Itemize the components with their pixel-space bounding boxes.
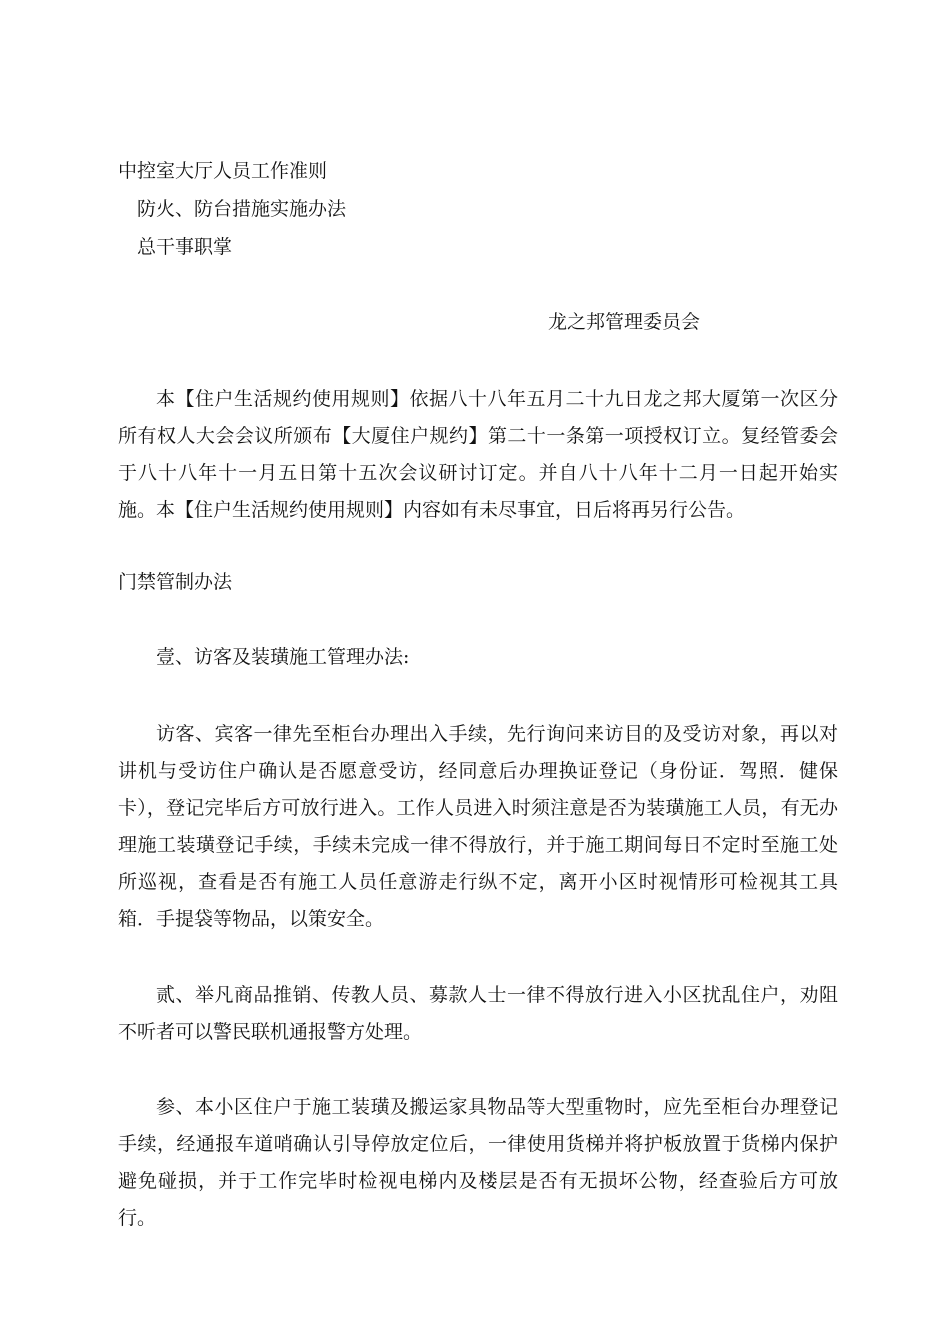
item-1-title: 壹、访客及装璜施工管理办法: <box>156 646 410 668</box>
toc-item-work-rules: 中控室大厅人员工作准则 <box>118 160 328 182</box>
item-3-body: 参、本小区住户于施工装璜及搬运家具物品等大型重物时，应先至柜台办理登记手续，经通报车道哨确认引导停放定位后，一律使用货梯并将护板放置于货梯内保护避免碰损，并于工作完毕时检视电梯内及楼层是否有无损坏公物，经查验后方可放行。 <box>118 1096 838 1229</box>
item-2-body: 贰、举凡商品推销、传教人员、募款人士一律不得放行进入小区扰乱住户，劝阻不听者可以警民联机通报警方处理。 <box>118 984 838 1043</box>
signature-committee: 龙之邦管理委员会 <box>548 311 701 333</box>
item-1-body: 访客、宾客一律先至柜台办理出入手续，先行询问来访目的及受访对象，再以对讲机与受访住户确认是否愿意受访，经同意后办理换证登记（身份证．驾照．健保卡），登记完毕后方可放行进入。工作人员进入时须注意是否为装璜施工人员，有无办理施工装璜登记手续，手续未完成一律不得放行，并于施工期间每日不定时至施工处所巡视，查看是否有施工人员任意游走行纵不定，离开小区时视情形可检视其工具箱．手提袋等物品，以策安全。 <box>118 723 838 930</box>
intro-paragraph: 本【住户生活规约使用规则】依据八十八年五月二十九日龙之邦大厦第一次区分所有权人大会会议所颁布【大厦住户规约】第二十一条第一项授权订立。复经管委会于八十八年十一月五日第十五次会议研讨订定。并自八十八年十二月一日起开始实施。本【住户生活规约使用规则】内容如有未尽事宜，日后将再另行公告。 <box>118 388 838 521</box>
toc-item-fire-typhoon: 防火、防台措施实施办法 <box>137 198 347 220</box>
toc-item-general-secretary: 总干事职掌 <box>137 236 233 258</box>
section-title: 门禁管制办法 <box>118 571 233 593</box>
